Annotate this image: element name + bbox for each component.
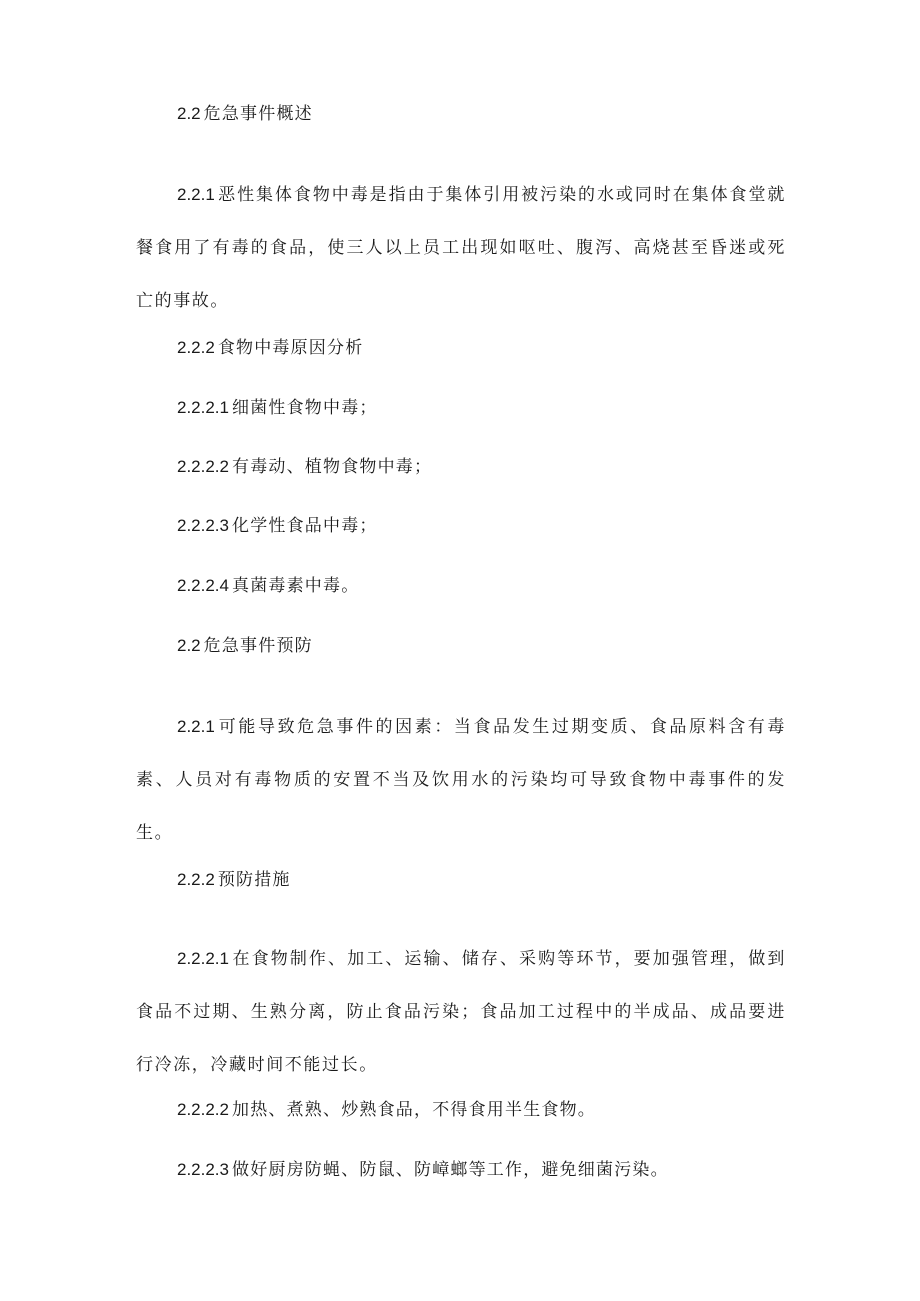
- section-number: 2.2.2.1: [177, 398, 229, 417]
- paragraph-handling-management: [136, 932, 786, 1092]
- list-item-chemical: [177, 516, 378, 536]
- section-number: 2.2.2.3: [177, 1160, 229, 1179]
- section-number: 2.2.2.1: [177, 949, 229, 968]
- section-heading-cause-analysis: [177, 338, 363, 358]
- list-item-text: 加热、煮熟、炒熟食品，不得食用半生食物。: [232, 1100, 596, 1120]
- list-item-text: 真菌毒素中毒。: [232, 576, 360, 596]
- list-item-text: 化学性食品中毒；: [232, 516, 378, 536]
- list-item-bacterial: [177, 398, 378, 418]
- section-heading-2-2-overview: [177, 104, 313, 124]
- list-item-fungal-toxin: [177, 576, 359, 596]
- paragraph-text: 在食物制作、加工、运输、储存、采购等环节，要加强管理，做到食品不过期、生熟分离，防止食品污染；食品加工过程中的半成品、成品要进行冷冻，冷藏时间不能过长。: [136, 949, 786, 1075]
- section-number: 2.2: [177, 104, 201, 123]
- section-number: 2.2.2.3: [177, 516, 229, 535]
- paragraph-text: 恶性集体食物中毒是指由于集体引用被污染的水或同时在集体食堂就餐食用了有毒的食品，使三人以上员工出现如呕吐、腹泻、高烧甚至昏迷或死亡的事故。: [136, 185, 786, 311]
- section-number: 2.2.2.2: [177, 457, 229, 476]
- section-heading-text: 危急事件预防: [203, 636, 313, 656]
- section-heading-2-2-prevention: [177, 636, 313, 656]
- section-number: 2.2.1: [177, 717, 215, 736]
- section-number: 2.2.2.4: [177, 576, 229, 595]
- list-item-text: 做好厨房防蝇、防鼠、防嶂螂等工作，避免细菌污染。: [232, 1160, 669, 1180]
- list-item-text: 有毒动、植物食物中毒；: [232, 457, 433, 477]
- paragraph-definition: [136, 168, 786, 328]
- section-number: 2.2.1: [177, 185, 215, 204]
- paragraph-text: 可能导致危急事件的因素：当食品发生过期变质、食品原料含有毒素、人员对有毒物质的安置不当及饮用水的污染均可导致食物中毒事件的发生。: [136, 717, 786, 843]
- section-number: 2.2.2: [177, 870, 215, 889]
- section-heading-text: 预防措施: [217, 870, 291, 890]
- section-heading-prevention-measures: [177, 870, 291, 890]
- section-heading-text: 危急事件概述: [203, 104, 313, 124]
- section-number: 2.2.2: [177, 338, 215, 357]
- list-item-cooking: [177, 1100, 596, 1120]
- list-item-pest-control: [177, 1160, 669, 1180]
- section-heading-text: 食物中毒原因分析: [217, 338, 364, 358]
- list-item-text: 细菌性食物中毒；: [232, 398, 378, 418]
- section-number: 2.2.2.2: [177, 1100, 229, 1119]
- list-item-toxic-plants-animals: [177, 457, 432, 477]
- paragraph-risk-factors: [136, 700, 786, 860]
- section-number: 2.2: [177, 636, 201, 655]
